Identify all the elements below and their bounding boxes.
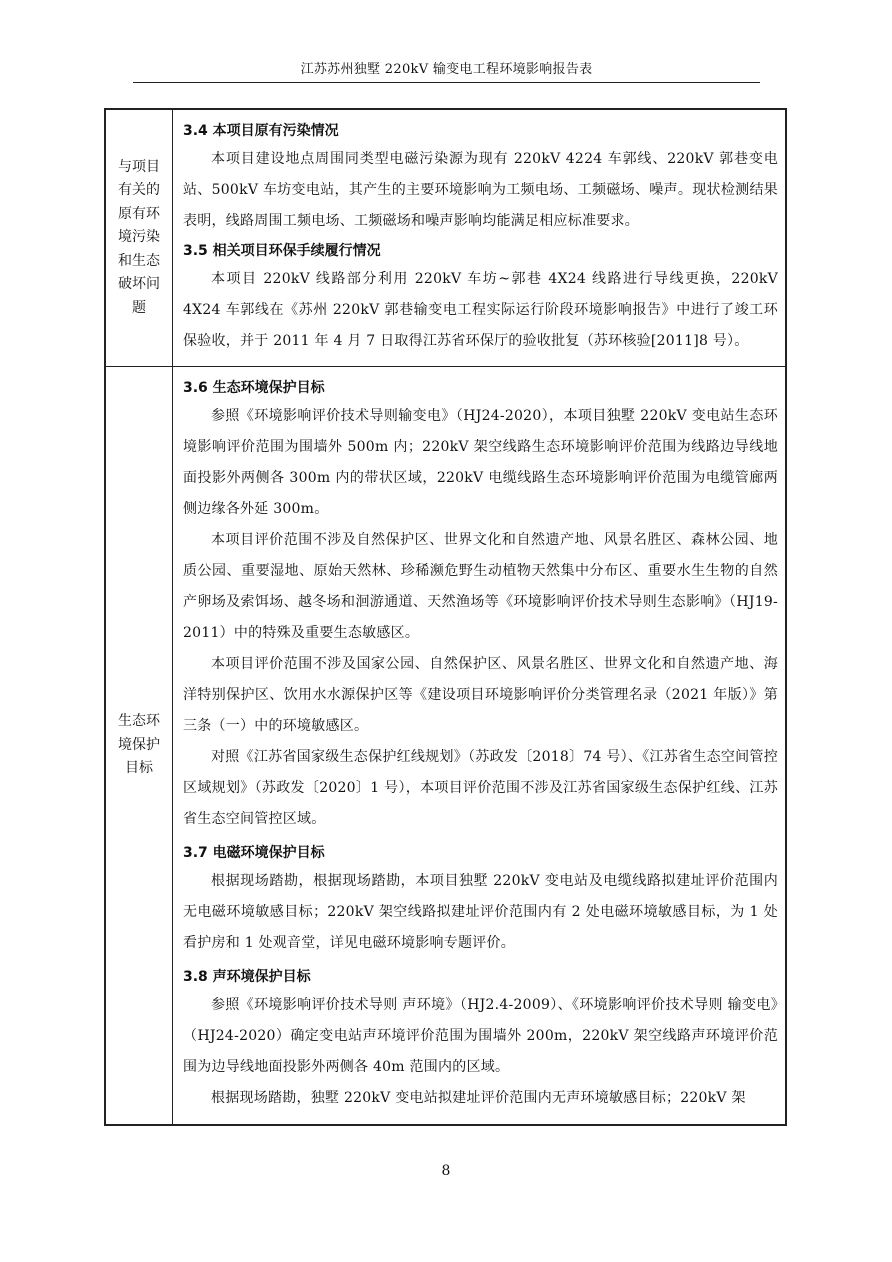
report-table (104, 108, 787, 1126)
paragraph: 本项目 220kV 线路部分利用 220kV 车坊~郭巷 4X24 线路进行导线更换，220kV 4X24 车郭线在《苏州 220kV 郭巷输变电工程实际运行阶段环境影响报告》中进行了竣工环保验收，并于 2011 年 4 月 7 日取得江苏省环保厅的验收批复（苏环核验[2011]8 号）。 (183, 271, 778, 349)
paragraph: 对照《江苏省国家级生态保护红线规划》（苏政发〔2018〕74 号）、《江苏省生态空间管控区域规划》（苏政发〔2020〕1 号），本项目评价范围不涉及江苏省国家级生态保护红线、江苏省生态空间管控区域。 (183, 749, 778, 827)
row-label: 生态环境保护目标 (106, 367, 173, 1124)
paragraph: 本项目建设地点周围同类型电磁污染源为现有 220kV 4224 车郭线、220kV 郭巷变电站、500kV 车坊变电站，其产生的主要环境影响为工频电场、工频磁场、噪声。现状检测结果表明，线路周围工频电场、工频磁场和噪声影响均能满足相应标准要求。 (183, 151, 778, 229)
row-label: 与项目有关的原有环境污染和生态破坏问题 (106, 110, 173, 366)
paragraph: 本项目评价范围不涉及自然保护区、世界文化和自然遗产地、风景名胜区、森林公园、地质公园、重要湿地、原始天然林、珍稀濒危野生动植物天然集中分布区、重要水生生物的自然产卵场及索饵场、越冬场和洄游通道、天然渔场等《环境影响评价技术导则生态影响》（HJ19-2011）中的特殊及重要生态敏感区。 (183, 532, 778, 641)
paragraph: 参照《环境影响评价技术导则 声环境》（HJ2.4-2009）、《环境影响评价技术导则 输变电》（HJ24-2020）确定变电站声环境评价范围为围墙外 200m，220kV 架空线路声环境评价范围为边导线地面投影外两侧各 40m 范围内的区域。 (183, 997, 778, 1075)
header-divider (133, 82, 760, 83)
row-content (174, 367, 785, 1114)
paragraph: 参照《环境影响评价技术导则输变电》（HJ24-2020），本项目独墅 220kV 变电站生态环境影响评价范围为围墙外 500m 内；220kV 架空线路生态环境影响评价范围为线路边导线地面投影外两侧各 300m 内的带状区域，220kV 电缆线路生态环境影响评价范围为电缆管廊两侧边缘各外延 300m。 (183, 408, 778, 517)
section-heading-3-7: 3.7 电磁环境保护目标 (183, 845, 325, 861)
paragraph: 根据现场踏勘，根据现场踏勘，本项目独墅 220kV 变电站及电缆线路拟建址评价范围内无电磁环境敏感目标；220kV 架空线路拟建址评价范围内有 2 处电磁环境敏感目标，为 1 处看护房和 1 处观音堂，详见电磁环境影响专题评价。 (183, 873, 778, 951)
table-row-existing-pollution (106, 110, 785, 367)
section-heading-3-6: 3.6 生态环境保护目标 (183, 380, 325, 396)
row-content (174, 110, 785, 357)
paragraph: 本项目评价范围不涉及国家公园、自然保护区、风景名胜区、世界文化和自然遗产地、海洋特别保护区、饮用水水源保护区等《建设项目环境影响评价分类管理名录（2021 年版）》第三条（一）中的环境敏感区。 (183, 656, 778, 734)
page-number: 8 (441, 1163, 451, 1179)
section-heading-3-5: 3.5 相关项目环保手续履行情况 (183, 243, 381, 259)
paragraph: 根据现场踏勘，独墅 220kV 变电站拟建址评价范围内无声环境敏感目标；220kV 架 (211, 1090, 746, 1106)
page-header-title: 江苏苏州独墅 220kV 输变电工程环境影响报告表 (300, 62, 593, 77)
section-heading-3-4: 3.4 本项目原有污染情况 (183, 123, 339, 139)
table-row-eco-protection (106, 367, 785, 1124)
section-heading-3-8: 3.8 声环境保护目标 (183, 969, 311, 985)
